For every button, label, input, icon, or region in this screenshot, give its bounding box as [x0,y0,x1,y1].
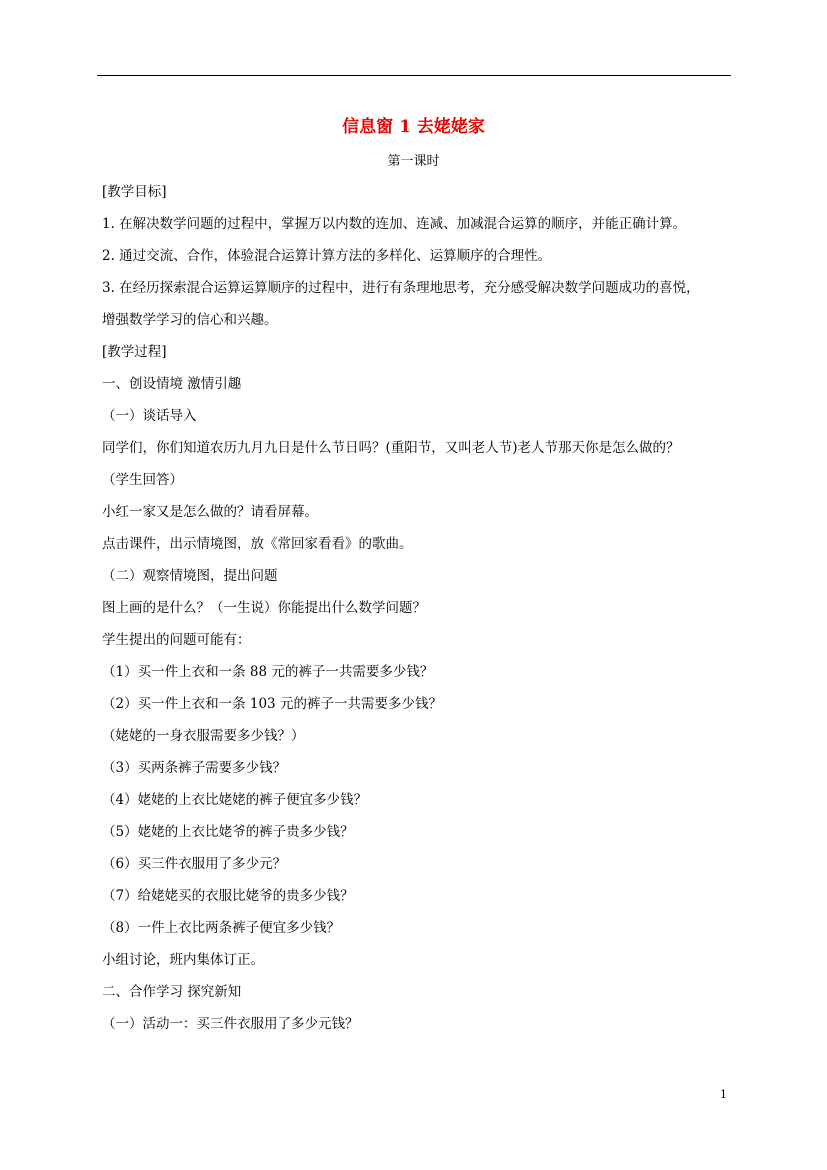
body-line: 图上画的是什么？（一生说）你能提出什么数学问题？ [102,600,426,616]
body-line: （2）买一件上衣和一条 103 元的裤子一共需要多少钱？ [102,696,442,712]
body-line: （4）姥姥的上衣比姥姥的裤子便宜多少钱？ [102,792,368,808]
body-line: [教学过程] [102,344,167,360]
document-body [102,180,730,1044]
body-line: （3）买两条裤子需要多少钱？ [102,760,287,776]
body-line: 增强数学学习的信心和兴趣。 [102,312,278,328]
body-line: （一）活动一：买三件衣服用了多少元钱？ [102,1016,359,1032]
body-line: （7）给姥姥买的衣服比姥爷的贵多少钱？ [102,888,354,904]
body-line: 小组讨论，班内集体订正。 [102,952,264,968]
body-line: 二、合作学习 探究新知 [102,984,242,1000]
body-line: 1. 在解决数学问题的过程中，掌握万以内数的连加、连减、加减混合运算的顺序，并能正确计算。 [102,216,687,232]
body-line: （5）姥姥的上衣比姥爷的裤子贵多少钱？ [102,824,354,840]
body-line: [教学目标] [102,184,167,200]
body-line: （二）观察情境图，提出问题 [102,568,278,584]
body-line: 同学们，你们知道农历九月九日是什么节日吗？(重阳节，又叫老人节)老人节那天你是怎么做的？ [102,440,680,456]
body-line: 一、创设情境 激情引趣 [102,376,242,392]
body-line: （1）买一件上衣和一条 88 元的裤子一共需要多少钱？ [102,664,434,680]
header-rule [97,75,731,76]
body-line: 3. 在经历探索混合运算运算顺序的过程中，进行有条理地思考，充分感受解决数学问题成功的喜悦， [102,280,700,296]
body-line: （8）一件上衣比两条裤子便宜多少钱？ [102,920,341,936]
body-line: 学生提出的问题可能有： [102,632,251,648]
page-number: 1 [720,1088,727,1101]
body-line: （学生回答） [102,472,183,488]
body-line: （6）买三件衣服用了多少元？ [102,856,287,872]
document-subtitle: 第一课时 [387,154,440,169]
document-title: 信息窗 1 去姥姥家 [342,117,485,137]
body-line: 小红一家又是怎么做的？请看屏幕。 [102,504,318,520]
body-line: 点击课件，出示情境图，放《常回家看看》的歌曲。 [102,536,413,552]
body-line: （姥姥的一身衣服需要多少钱？） [102,728,305,744]
body-line: 2. 通过交流、合作，体验混合运算计算方法的多样化、运算顺序的合理性。 [102,248,552,264]
body-line: （一）谈话导入 [102,408,197,424]
